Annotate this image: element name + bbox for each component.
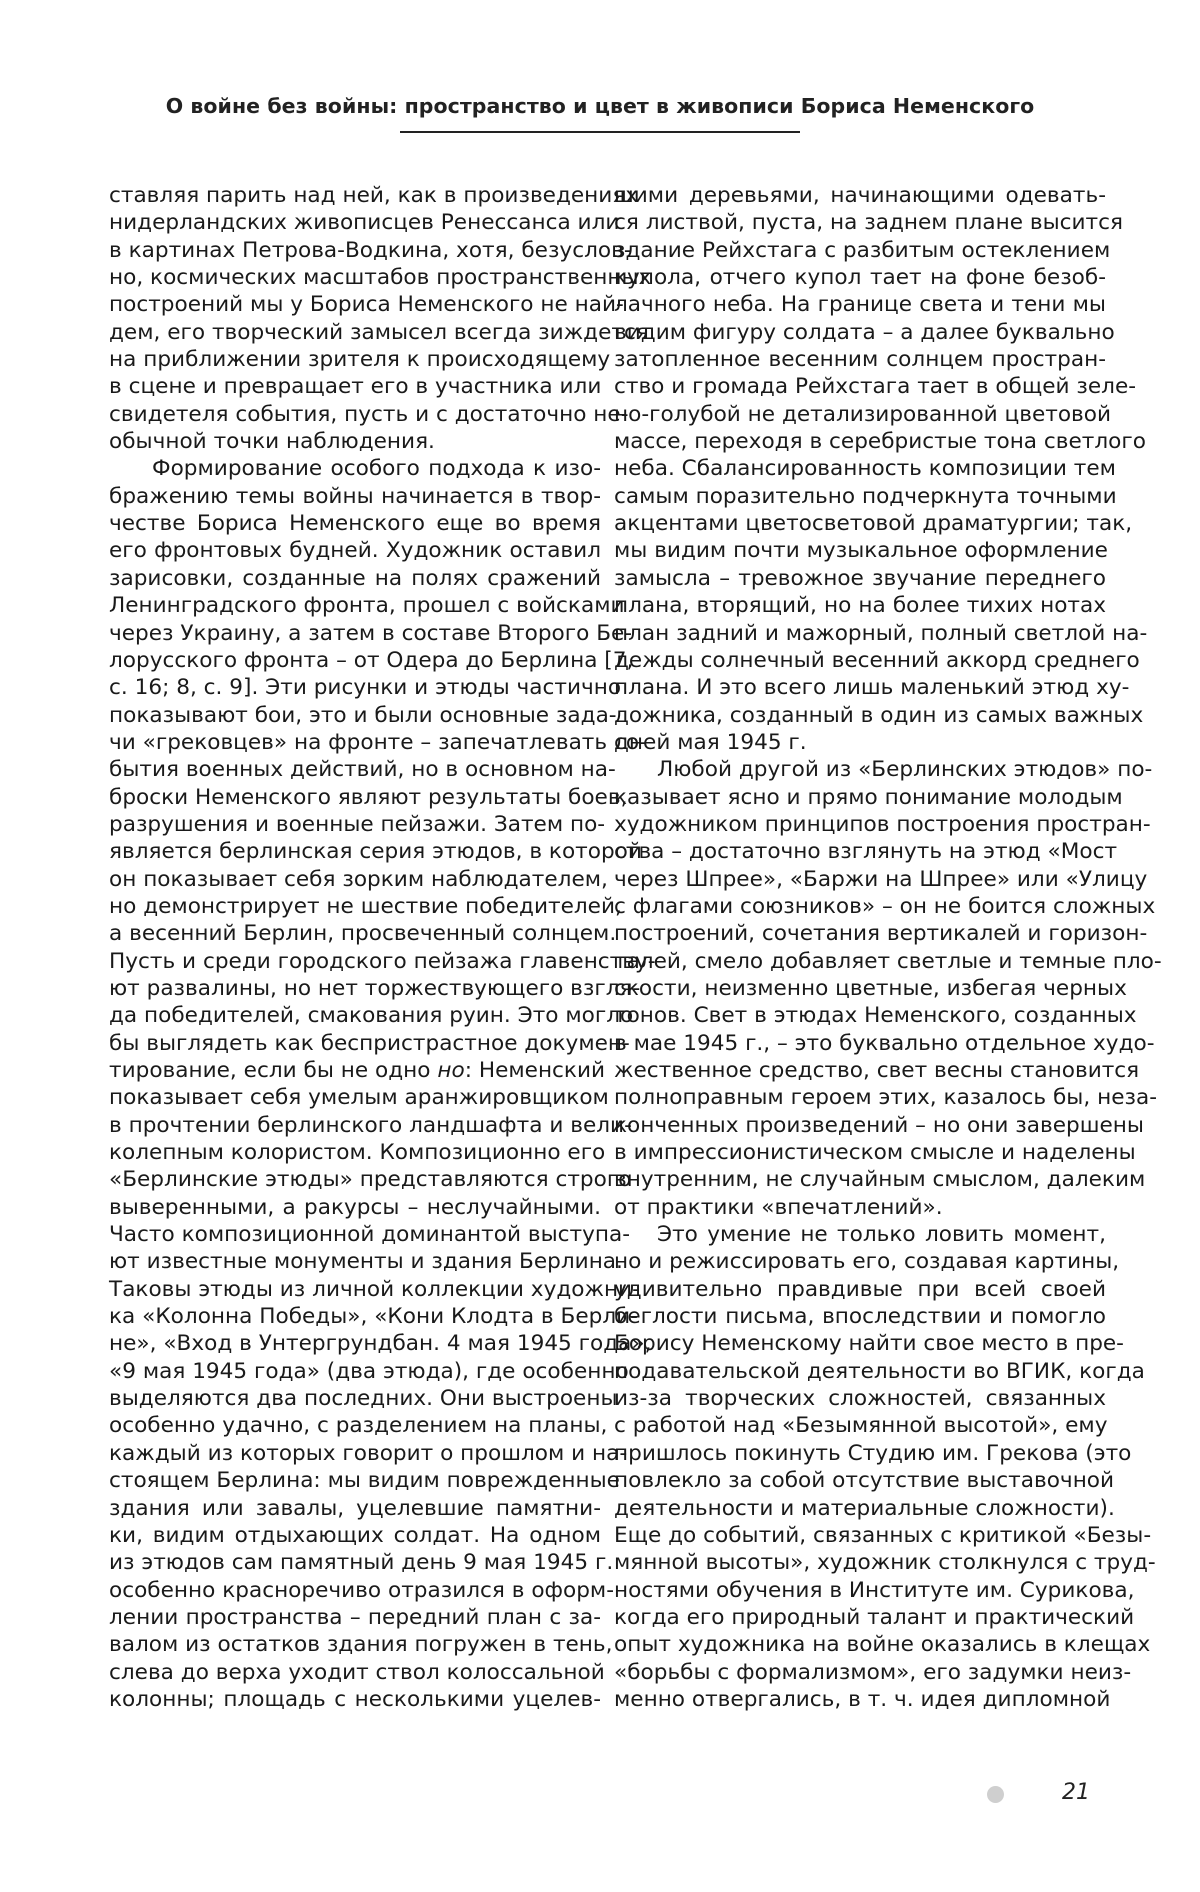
text-line: ства – достаточно взглянуть на этюд «Мост [614,839,1118,865]
text-line: ка «Колонна Победы», «Кони Клодта в Берли- [109,1304,638,1330]
text-line: Формирование особого подхода к изо- [152,456,601,482]
text-line: ки, видим отдыхающих солдат. На одном [109,1522,601,1548]
text-line: особенно удачно, с разделением на планы, [109,1413,608,1439]
text-line: Любой другой из «Берлинских этюдов» по- [657,757,1153,783]
text-line: он показывает себя зорким наблюдателем, [109,866,608,892]
text-line [109,1057,606,1084]
emphasized-word: но [437,1058,465,1083]
text-line: внутренним, не случайным смыслом, далеким [614,1167,1146,1193]
text-line: нидерландских живописцев Ренессанса или [109,210,620,236]
text-line: когда его природный талант и практический [614,1604,1135,1630]
paragraph [614,1221,1156,1713]
text-line: особенно красноречиво отразился в оформ- [109,1577,615,1603]
text-line: валом из остатков здания погружен в тень, [109,1632,613,1658]
text-line: затопленное весенним солнцем простран- [614,347,1106,373]
text-line: с флагами союзников» – он не боится сложных [614,893,1156,919]
text-line: броски Неменского являют результаты боев, [109,784,628,810]
text-line: колепным колористом. Композиционно его [109,1140,606,1166]
text-line: бражению темы войны начинается в твор- [109,483,601,509]
text-line: его фронтовых будней. Художник оставил [109,538,601,564]
text-line: не», «Вход в Унтергрундбан. 4 мая 1945 года», [109,1331,652,1357]
text-line: лении пространства – передний план с за- [109,1604,601,1630]
text-line: «9 мая 1945 года» (два этюда), где особенно [109,1358,629,1384]
text-line: ют развалины, но нет торжествующего взгля- [109,975,641,1001]
text-line: в мае 1945 г., – это буквально отдельное худо- [614,1030,1155,1056]
page-number: 21 [1062,1780,1090,1805]
text-line: ство и громада Рейхстага тает в общей зеле- [614,374,1137,400]
text-line: дем, его творческий замысел всегда зиждется [109,319,649,345]
text-line: да победителей, смакования руин. Это могло [109,1003,634,1029]
left-column [109,182,656,1713]
text-line: лорусского фронта – от Одера до Берлина [7, [109,647,634,673]
text-line: шими деревьями, начинающими одевать- [614,183,1106,208]
text-line: чи «грековцев» на фронте – запечатлевать со- [109,729,647,755]
text-line: пришлось покинуть Студию им. Грекова (это [614,1440,1132,1466]
running-head: О войне без войны: пространство и цвет в живописи Бориса Неменского [165,94,1035,118]
text-line: честве Бориса Неменского еще во время [109,511,601,537]
text-line: конченных произведений – но они завершены [614,1112,1144,1138]
text-line: через Украину, а затем в составе Второго Бе- [109,620,633,646]
text-line: Таковы этюды из личной коллекции художни- [109,1276,640,1302]
text-line: с. 16; 8, с. 9]. Эти рисунки и этюды частично [109,675,622,701]
text-line: здания или завалы, уцелевшие памятни- [109,1495,601,1521]
header-rule [400,131,800,133]
text-line: мянной высоты», художник столкнулся с труд- [614,1550,1156,1576]
text-line: построений мы у Бориса Неменского не най- [109,292,624,318]
text-line: в сцене и превращает его в участника или [109,374,602,400]
text-line: каждый из которых говорит о прошлом и на- [109,1440,628,1466]
text-line: «Берлинские этюды» представляются строго [109,1167,632,1193]
text-line: свидетеля события, пусть и с достаточно не- [109,401,629,427]
text-line: тонов. Свет в этюдах Неменского, созданных [614,1003,1137,1029]
text-line: неба. Сбалансированность композиции тем [614,456,1116,482]
text-line: удивительно правдивые при всей своей [614,1276,1106,1302]
text-line: но, космических масштабов пространственных [109,265,652,291]
text-line: Борису Неменскому найти свое место в пре- [614,1331,1124,1357]
text-line: зарисовки, созданные на полях сражений [109,565,601,591]
text-line: через Шпрее», «Баржи на Шпрее» или «Улицу [614,866,1148,892]
paragraph [109,182,652,455]
text-line: Еще до событий, связанных с критикой «Безы- [614,1522,1152,1548]
text-line: повлекло за собой отсутствие выставочной [614,1468,1115,1494]
text-line: дожника, созданный в один из самых важных [614,702,1144,728]
text-line: скости, неизменно цветные, избегая черных [614,975,1127,1001]
text-line: выделяются два последних. Они выстроены [109,1386,618,1412]
text-line: Это умение не только ловить момент, [657,1222,1106,1248]
paragraph [109,455,656,1713]
text-line: ностями обучения в Институте им. Сурикова, [614,1577,1135,1603]
text-line: с работой над «Безымянной высотой», ему [614,1413,1108,1439]
text-line: здание Рейхстага с разбитым остеклением [614,237,1111,263]
text-line: художником принципов построения простран- [614,811,1151,837]
text-fragment: : Неменский [464,1058,606,1083]
text-line: выверенными, а ракурсы – неслучайными. [109,1194,601,1220]
text-line: на приближении зрителя к происходящему [109,347,611,373]
text-line: Пусть и среди городского пейзажа главенству- [109,948,656,974]
text-line: бытия военных действий, но в основном на- [109,757,616,783]
text-line: разрушения и военные пейзажи. Затем по- [109,811,606,837]
text-line: а весенний Берлин, просвеченный солнцем. [109,921,617,947]
text-line: плана, вторящий, но на более тихих нотах [614,593,1106,619]
paragraph [614,182,1148,756]
text-line: полноправным героем этих, казалось бы, неза- [614,1085,1157,1111]
text-line: ют известные монументы и здания Берлина. [109,1249,623,1275]
text-line: в прочтении берлинского ландшафта и вели- [109,1112,632,1138]
text-line: плана. И это всего лишь маленький этюд ху- [614,675,1130,701]
text-line: слева до верха уходит ствол колоссальной [109,1659,605,1685]
text-line: мы видим почти музыкальное оформление [614,538,1108,564]
text-line: замысла – тревожное звучание переднего [614,565,1106,591]
text-line: деятельности и материальные сложности). [614,1495,1115,1521]
text-line: лачного неба. На границе света и тени мы [614,292,1106,318]
text-line: талей, смело добавляет светлые и темные пло- [614,948,1162,974]
text-line: из-за творческих сложностей, связанных [614,1386,1106,1412]
text-line: но демонстрирует не шествие победителей, [109,893,622,919]
text-line: показывают бои, это и были основные зада- [109,702,617,728]
text-line: видим фигуру солдата – а далее буквально [614,319,1115,345]
text-line: купола, отчего купол тает на фоне безоб- [614,265,1106,291]
text-line: менно отвергались, в т. ч. идея дипломной [614,1686,1111,1712]
text-line: дежды солнечный весенний аккорд среднего [614,647,1140,673]
text-line: ся листвой, пуста, на заднем плане высится [614,210,1123,236]
text-fragment: тирование, если бы не одно [109,1058,438,1083]
text-line: но и режиссировать его, создавая картины, [614,1249,1120,1275]
text-line: план задний и мажорный, полный светлой на- [614,620,1148,646]
text-line: стоящем Берлина: мы видим поврежденные [109,1468,620,1494]
text-line: обычной точки наблюдения. [109,429,435,455]
text-line: Часто композиционной доминантой выступа- [109,1222,631,1248]
text-line: показывает себя умелым аранжировщиком [109,1085,609,1111]
text-line: бы выглядеть как беспристрастное докумен- [109,1030,630,1056]
text-line: из этюдов сам памятный день 9 мая 1945 г. [109,1550,614,1576]
text-line: в картинах Петрова-Водкина, хотя, безуслов- [109,237,632,263]
text-line: беглости письма, впоследствии и помогло [614,1304,1106,1330]
right-column [614,182,1162,1713]
text-line: «борьбы с формализмом», его задумки неиз- [614,1659,1132,1685]
text-line: казывает ясно и прямо понимание молодым [614,784,1123,810]
gray-dot-icon [987,1786,1004,1803]
text-line: колонны; площадь с несколькими уцелев- [109,1686,601,1712]
text-line: самым поразительно подчеркнута точными [614,483,1117,509]
text-line: дней мая 1945 г. [614,729,807,755]
text-line: подавательской деятельности во ВГИК, когда [614,1358,1145,1384]
text-line: в импрессионистическом смысле и наделены [614,1140,1136,1166]
paragraph [614,756,1162,1221]
text-line: акцентами цветосветовой драматургии; так, [614,511,1133,537]
text-line: опыт художника на войне оказались в клещах [614,1632,1151,1658]
text-line: построений, сочетания вертикалей и горизон- [614,921,1148,947]
text-line: Ленинградского фронта, прошел с войсками [109,593,625,619]
text-line: ставляя парить над ней, как в произведениях [109,183,639,208]
text-line: от практики «впечатлений». [614,1194,943,1220]
text-line: является берлинская серия этюдов, в которой [109,839,642,865]
text-line: жественное средство, свет весны становится [614,1058,1140,1083]
text-line: но-голубой не детализированной цветовой [614,401,1112,427]
text-line: массе, переходя в серебристые тона светлого [614,429,1146,455]
